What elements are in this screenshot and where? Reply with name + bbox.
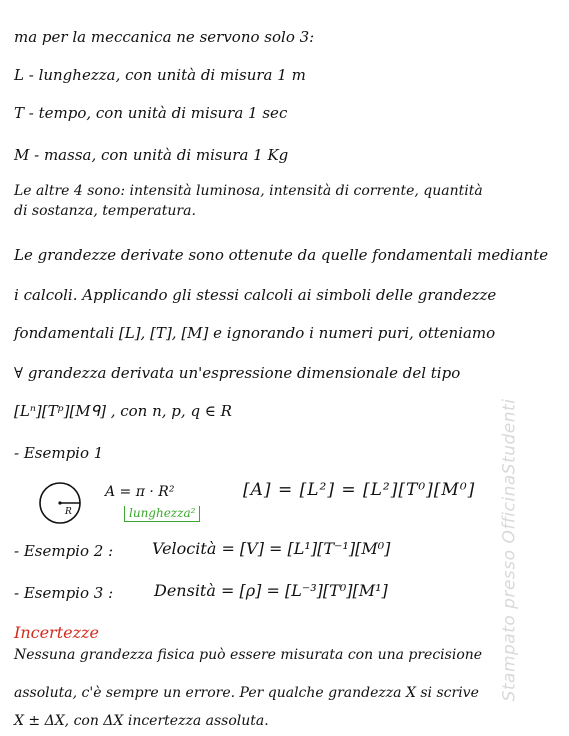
density-formula: Densità = [ρ] = [L⁻³][T⁰][M¹] [154, 581, 388, 600]
section-heading: Incertezze [14, 623, 99, 642]
text-line: Le grandezze derivate sono ottenute da quelle fondamentali mediante [14, 246, 549, 264]
text-line: assoluta, c'è sempre un errore. Per qualche grandezza X si scrive [14, 685, 479, 701]
watermark: Stampato presso OfficinaStudenti [499, 398, 520, 702]
text-line: Le altre 4 sono: intensità luminosa, intensità di corrente, quantità [14, 183, 483, 199]
text-line: Nessuna grandezza fisica può essere misurata con una precisione [14, 647, 483, 663]
area-formula: A = π · R² [105, 484, 175, 500]
text-line: T - tempo, con unità di misura 1 sec [14, 104, 288, 122]
text-line: L - lunghezza, con unità di misura 1 m [14, 66, 306, 84]
text-line: M - massa, con unità di misura 1 Kg [14, 146, 289, 164]
circle-icon [38, 481, 82, 525]
text-line: [Lⁿ][Tᵖ][Mᑫ] , con n, p, q ∈ R [14, 402, 232, 420]
example-1-label: - Esempio 1 [14, 444, 104, 462]
text-line: i calcoli. Applicando gli stessi calcoli ai simboli delle grandezze [14, 286, 497, 304]
example-2-label: - Esempio 2 : [14, 542, 114, 560]
area-dimension: [A] = [L²] = [L²][T⁰][M⁰] [243, 480, 476, 500]
text-line: di sostanza, temperatura. [14, 203, 196, 219]
velocity-formula: Velocità = [V] = [L¹][T⁻¹][M⁰] [152, 539, 391, 558]
circle-radius-label: R [65, 507, 72, 517]
dimension-note: lunghezza² [124, 506, 200, 522]
example-3-label: - Esempio 3 : [14, 584, 114, 602]
circle-diagram [38, 481, 82, 525]
text-line: ∀ grandezza derivata un'espressione dimensionale del tipo [14, 364, 461, 382]
text-line: fondamentali [L], [T], [M] e ignorando i numeri puri, otteniamo [14, 324, 496, 342]
text-line: ma per la meccanica ne servono solo 3: [14, 28, 315, 46]
text-line: X ± ΔX, con ΔX incertezza assoluta. [14, 713, 269, 729]
